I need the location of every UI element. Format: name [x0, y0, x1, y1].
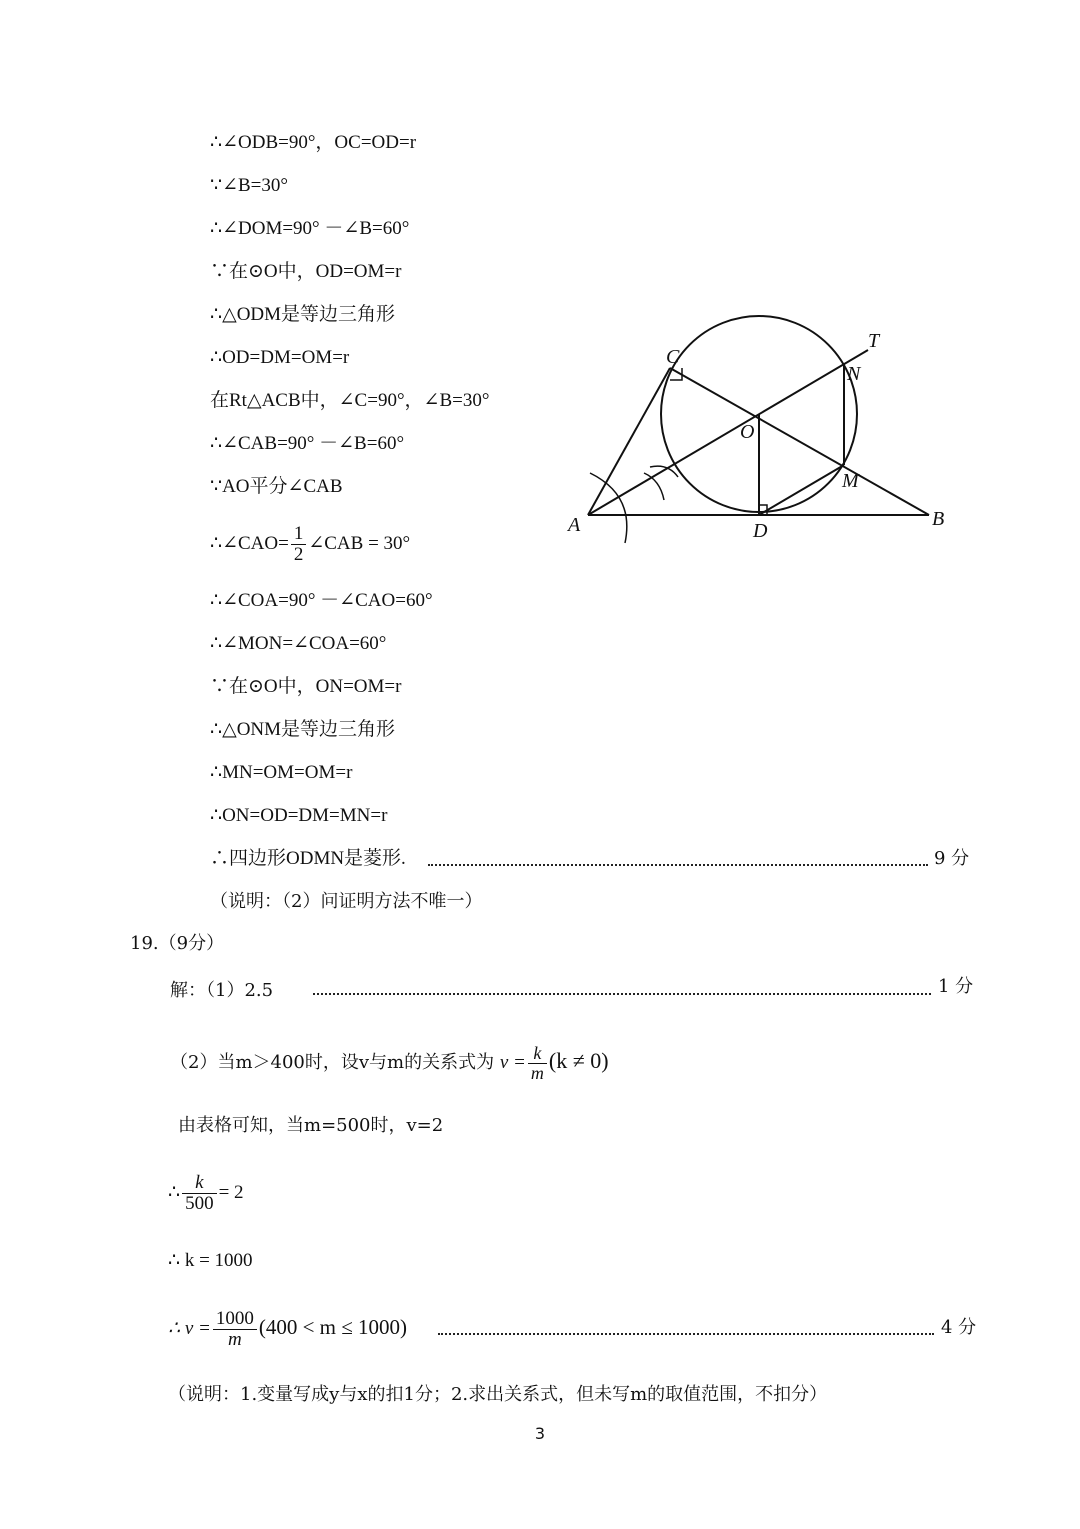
q19-eq3	[168, 1302, 407, 1354]
ray-at	[588, 350, 868, 515]
segment-dm	[759, 465, 844, 515]
q19-eq3-prefix: ∴ v =	[168, 1318, 211, 1339]
label-n: N	[847, 363, 861, 385]
label-m: M	[842, 470, 859, 492]
label-c: C	[666, 346, 680, 368]
proof-line-5: ∴△ODM是等边三角形	[210, 304, 396, 325]
segment-ac	[588, 368, 670, 515]
q19-part2-fraction	[528, 1044, 547, 1083]
dotted-leader-4	[438, 1333, 934, 1335]
q19-eq1-fraction	[182, 1173, 217, 1214]
q19-table-line: 由表格可知，当m=500时，v=2	[178, 1115, 444, 1136]
score-1: 1 分	[938, 976, 974, 997]
proof-line-12: ∴∠MON=∠COA=60°	[210, 633, 387, 654]
q19-part2-num: k	[528, 1044, 547, 1064]
dotted-leader-9	[428, 864, 928, 866]
q19-header: 19.（9分）	[130, 933, 225, 954]
q19-part2-den: m	[530, 1062, 544, 1083]
cao-frac-den: 2	[293, 544, 304, 566]
proof-line-2: ∵∠B=30°	[210, 175, 288, 196]
cao-fraction	[291, 524, 307, 565]
proof-line-3: ∴∠DOM=90° －∠B=60°	[210, 218, 410, 239]
q19-eq3-cond: (400 < m ≤ 1000)	[258, 1315, 408, 1339]
dotted-leader-1	[313, 993, 931, 995]
cao-frac-num: 1	[291, 524, 307, 545]
q19-eq1-prefix: ∴	[168, 1182, 181, 1203]
proof-line-4: ∵在⊙O中，OD=OM=r	[210, 261, 402, 282]
proof-line-1: ∴∠ODB=90°，OC=OD=r	[210, 132, 417, 153]
score-9: 9 分	[934, 848, 970, 869]
proof-line-9: ∵AO平分∠CAB	[210, 476, 343, 497]
proof-line-13: ∵在⊙O中，ON=OM=r	[210, 676, 402, 697]
q19-eq1-num: k	[182, 1173, 217, 1194]
cao-prefix: ∴∠CAO=	[210, 533, 289, 554]
q19-eq3-fraction	[213, 1309, 257, 1350]
label-d: D	[753, 520, 768, 542]
q19-eq1-den: 500	[185, 1193, 214, 1215]
q19-eq2: ∴ k = 1000	[168, 1250, 253, 1271]
geometry-figure	[560, 305, 980, 555]
proof-line-17: ∴四边形ODMN是菱形.	[210, 848, 406, 869]
cao-tail: ∠CAB = 30°	[308, 533, 411, 554]
q19-part2	[170, 1036, 609, 1088]
proof-line-8: ∴∠CAB=90° －∠B=60°	[210, 433, 405, 454]
note-proof-method: （说明：（2）问证明方法不唯一）	[210, 891, 483, 912]
label-o: O	[740, 421, 755, 443]
proof-line-11: ∴∠COA=90° －∠CAO=60°	[210, 590, 433, 611]
proof-line-14: ∴△ONM是等边三角形	[210, 719, 396, 740]
q19-part1: 解：（1）2.5	[170, 980, 274, 1001]
label-a: A	[568, 514, 581, 536]
label-t: T	[868, 330, 880, 352]
note-scoring: （说明：1.变量写成y与x的扣1分；2.求出关系式，但未写m的取值范围，不扣分）	[168, 1384, 828, 1405]
q19-part2-text: （2）当m＞400时，设v与m的关系式为	[170, 1052, 495, 1073]
geometry-svg	[560, 305, 980, 555]
q19-eq1	[168, 1168, 244, 1218]
proof-line-7: 在Rt△ACB中，∠C=90°，∠B=30°	[210, 390, 490, 411]
proof-line-15: ∴MN=OM=OM=r	[210, 762, 353, 783]
score-4: 4 分	[941, 1317, 977, 1338]
label-b: B	[932, 508, 945, 530]
page-number: 3	[534, 1424, 546, 1443]
q19-part2-lhs: v =	[499, 1052, 526, 1073]
q19-part2-cond: (k ≠ 0)	[548, 1048, 609, 1073]
q19-eq3-num: 1000	[213, 1309, 257, 1330]
proof-line-16: ∴ON=OD=DM=MN=r	[210, 805, 388, 826]
q19-eq3-den: m	[227, 1329, 242, 1351]
proof-line-6: ∴OD=DM=OM=r	[210, 347, 350, 368]
proof-line-cao	[210, 522, 410, 566]
arc-a	[590, 473, 627, 543]
q19-eq1-rhs: = 2	[218, 1182, 244, 1203]
